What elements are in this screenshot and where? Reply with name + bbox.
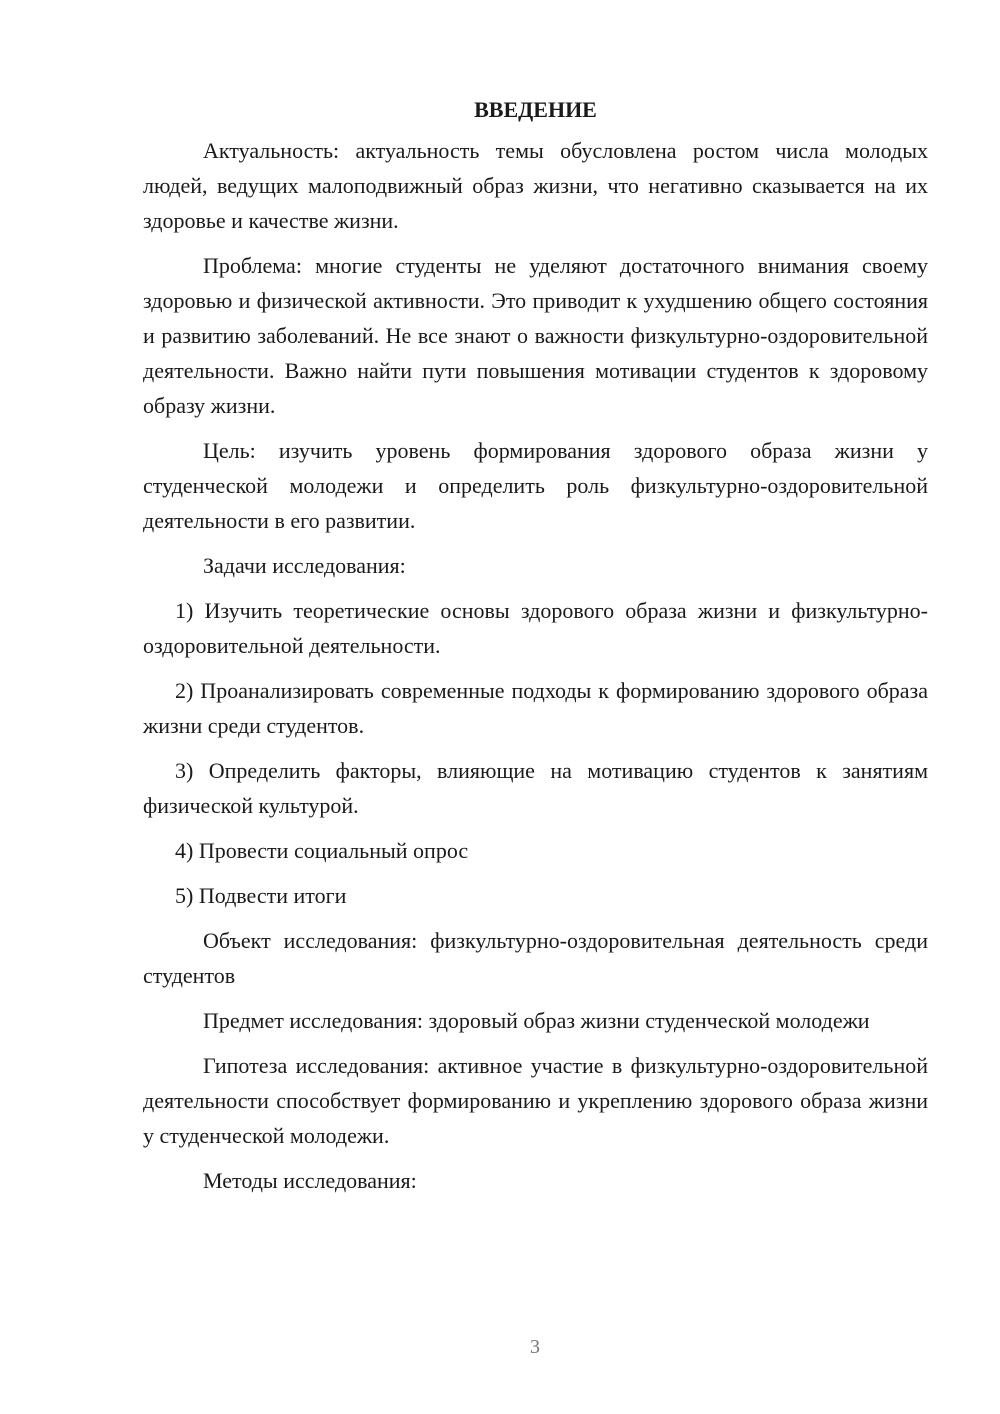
task-item-1: 1) Изучить теоретические основы здорового образа жизни и физкультурно-оздоровительной деятельности. <box>143 598 928 658</box>
tasks-heading: Задачи исследования: <box>203 553 406 578</box>
task-item-4: 4) Провести социальный опрос <box>175 838 469 863</box>
paragraph-hypothesis: Гипотеза исследования: активное участие в физкультурно-оздоровительной деятельности способствует формированию и укреплению здорового образа жизни у студенческой молодежи. <box>143 1053 928 1148</box>
page-title: ВВЕДЕНИЕ <box>474 97 597 122</box>
paragraph-goal: Цель: изучить уровень формирования здорового образа жизни у студенческой молодежи и определить роль физкультурно-оздоровительной деятельности в его развитии. <box>143 438 928 533</box>
task-item-3: 3) Определить факторы, влияющие на мотивацию студентов к занятиям физической культурой. <box>143 758 928 818</box>
paragraph-problem: Проблема: многие студенты не уделяют достаточного внимания своему здоровью и физической активности. Это приводит к ухудшению общего состояния и развитию заболеваний. Не все знают о важности физкультурно-оздоровительной деятельности. Важно найти пути повышения мотивации студентов к здоровому образу жизни. <box>143 253 928 418</box>
task-item-2: 2) Проанализировать современные подходы к формированию здорового образа жизни среди студентов. <box>143 678 928 738</box>
page-number: 3 <box>530 1336 540 1358</box>
paragraph-object: Объект исследования: физкультурно-оздоровительная деятельность среди студентов <box>143 928 928 988</box>
paragraph-subject: Предмет исследования: здоровый образ жизни студенческой молодежи <box>203 1008 870 1033</box>
document-page <box>143 92 928 1208</box>
methods-heading: Методы исследования: <box>203 1168 417 1193</box>
paragraph-relevance: Актуальность: актуальность темы обусловлена ростом числа молодых людей, ведущих малоподвижный образ жизни, что негативно сказывается на их здоровье и качестве жизни. <box>143 138 928 233</box>
task-item-5: 5) Подвести итоги <box>175 883 347 908</box>
